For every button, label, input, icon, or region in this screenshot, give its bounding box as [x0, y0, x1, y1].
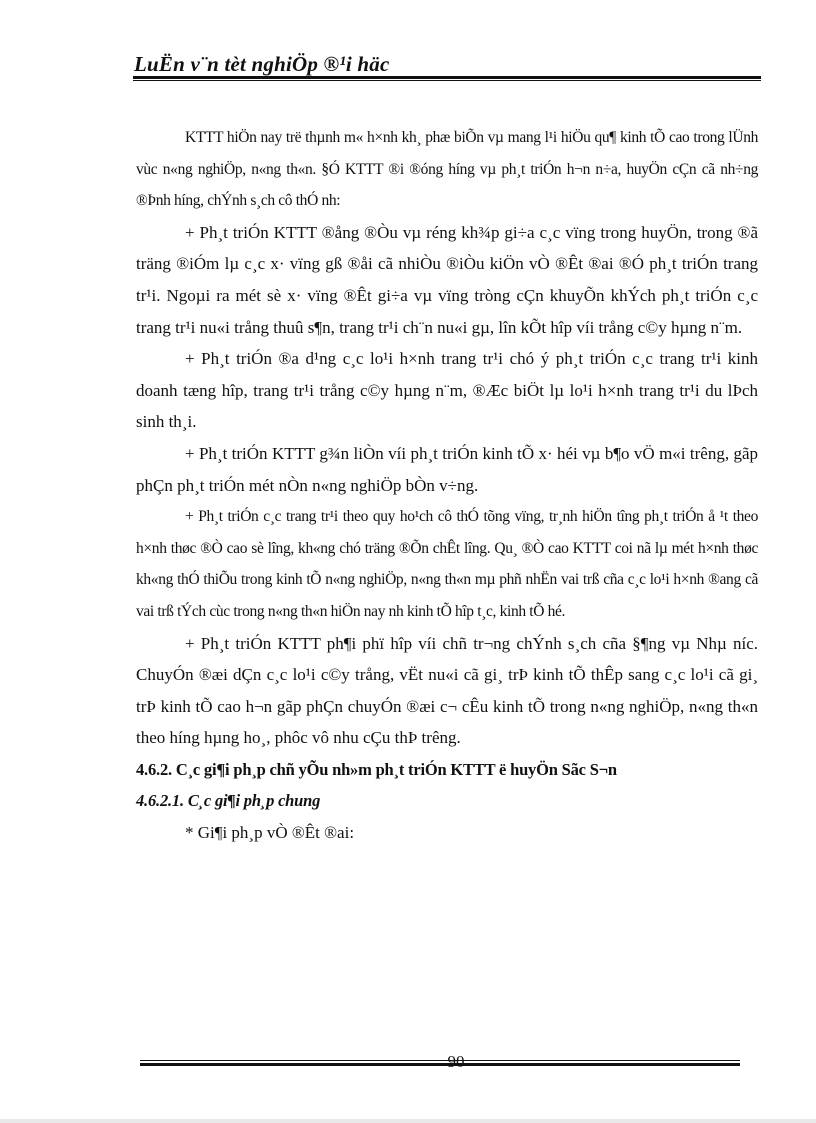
section-heading: 4.6.2. C¸c gi¶i ph¸p chñ yÕu nh»m ph¸t triÓn KTTT ë huyÖn Sãc S¬n	[136, 759, 617, 779]
subsection-heading: 4.6.2.1. C¸c gi¶i ph¸p chung	[136, 791, 321, 811]
paragraph-point-3: + Ph¸t triÓn KTTT g¾n liÒn víi ph¸t triÓn kinh tÕ x· héi vµ b¶o vÖ m«i trêng, gãp phÇn ph¸t triÓn mét nÒn n«ng nghiÖp bÒn v÷ng.	[136, 443, 758, 495]
paragraph-point-5: + Ph¸t triÓn KTTT ph¶i phï hîp víi chñ tr¬ng chÝnh s¸ch cña §¶ng vµ Nhµ níc. ChuyÓn ®æi dÇn c¸c lo¹i c©y trång, vËt nu«i cã gi¸ trÞ kinh tÕ thÊp sang c¸c lo¹i cã gi¸ trÞ kinh tÕ cao h¬n gãp phÇn chuyÓn ®æi c¬ cÊu kinh tÕ trong n«ng nghiÖp, n«ng th«n theo híng hµng ho¸, phôc vô nhu cÇu thÞ trêng.	[136, 633, 758, 748]
header-rule-thin	[133, 80, 761, 81]
scan-edge	[0, 1119, 816, 1123]
body-text	[136, 122, 758, 849]
paragraph-intro: KTTT hiÖn nay trë thµnh m« h×nh kh¸ phæ biÕn vµ mang l¹i hiÖu qu¶ kinh tÕ cao trong lÜnh vùc n«ng nghiÖp, n«ng th«n. §Ó KTTT ®i ®óng híng vµ ph¸t triÓn h¬n n÷a, huyÖn cÇn cã nh÷ng ®Þnh híng, chÝnh s¸ch cô thÓ nh:	[136, 129, 758, 210]
running-header-title: LuËn v¨n tèt nghiÖp ®¹i häc	[134, 52, 390, 76]
land-solution-bullet: * Gi¶i ph¸p vÒ ®Êt ®ai:	[185, 823, 355, 843]
page-number: 90	[447, 1052, 465, 1071]
paragraph-point-2: + Ph¸t triÓn ®a d¹ng c¸c lo¹i h×nh trang tr¹i chó ý ph¸t triÓn c¸c trang tr¹i kinh doanh tæng hîp, trang tr¹i trång c©y hµng n¨m, ®Æc biÖt lµ lo¹i h×nh trang tr¹i du lÞch sinh th¸i.	[136, 349, 758, 432]
paragraph-point-1: + Ph¸t triÓn KTTT ®ång ®Òu vµ réng kh¾p gi÷a c¸c vïng trong huyÖn, trong ®ã träng ®iÓm lµ c¸c x· vïng gß ®åi cã nhiÒu ®iÒu kiÖn vÒ ®Êt ®ai ®Ó ph¸t triÓn trang tr¹i. Ngoµi ra mét sè x· vïng ®Êt gi÷a vµ vïng tròng cÇn khuyÕn khÝch ph¸t triÓn c¸c trang tr¹i nu«i trång thuû s¶n, trang tr¹i ch¨n nu«i gµ, lîn kÕt hîp víi trång c©y hµng n¨m.	[136, 222, 758, 337]
paragraph-point-4: + Ph¸t triÓn c¸c trang tr¹i theo quy ho¹ch cô thÓ tõng vïng, tr¸nh hiÖn tîng ph¸t triÓn å ¹t theo h×nh thøc ®Ò cao sè lîng, kh«ng chó träng ®Õn chÊt lîng. Qu¸ ®Ò cao KTTT coi nã lµ mét h×nh thøc kh«ng thÓ thiÕu trong kinh tÕ n«ng nghiÖp, n«ng th«n mµ phñ nhËn vai trß cña c¸c lo¹i h×nh ®ang cã vai trß tÝch cùc trong n«ng th«n hiÖn nay nh kinh tÕ hîp t¸c, kinh tÕ hé.	[136, 508, 758, 620]
header-rule-thick	[133, 76, 761, 79]
